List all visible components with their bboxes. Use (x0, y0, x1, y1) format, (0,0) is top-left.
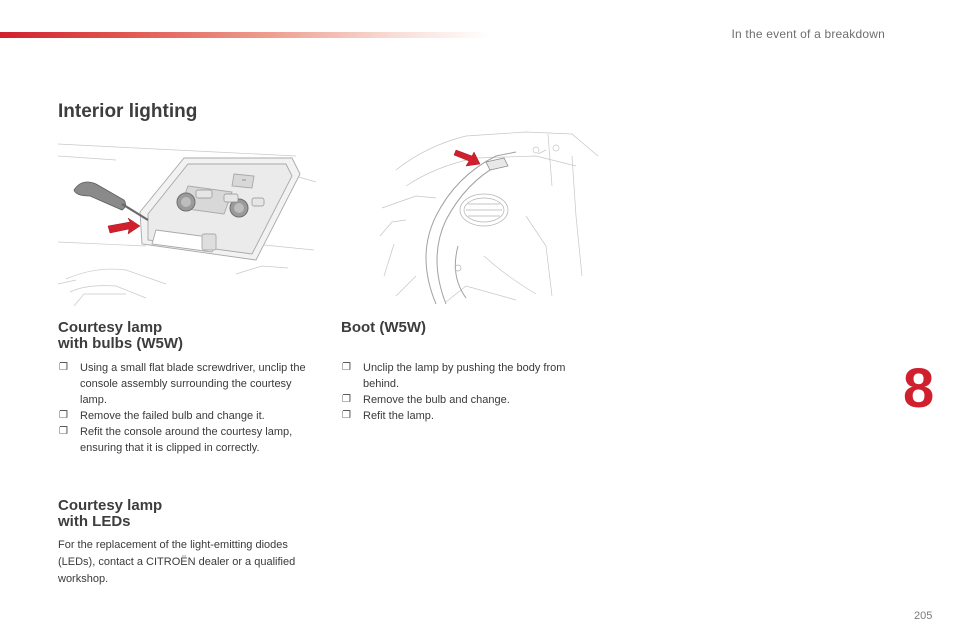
list-item-text: Unclip the lamp by pushing the body from behind. (363, 362, 566, 390)
courtesy-leds-text: For the replacement of the light-emitting diodes (LEDs), contact a CITROËN dealer or a qualified workshop. (58, 539, 296, 585)
list-item-text: Refit the console around the courtesy lamp, ensuring that it is clipped in correctly. (80, 426, 293, 454)
page-title: Interior lighting (58, 101, 198, 122)
list-item-text: Remove the failed bulb and change it. (80, 410, 265, 422)
list-item-text: Refit the lamp. (363, 410, 434, 422)
section-title-boot: Boot (W5W) (341, 319, 426, 336)
checkbox-bullet-icon: ❐ (59, 362, 68, 373)
courtesy-bulbs-steps (58, 360, 320, 456)
chapter-number: 8 (903, 356, 935, 419)
list-item-text: Using a small flat blade screwdriver, unclip the console assembly surrounding the courtesy lamp. (80, 362, 306, 406)
page-number: 205 (914, 610, 933, 622)
section-title-line: with bulbs (W5W) (58, 335, 183, 352)
checkbox-bullet-icon: ❐ (59, 426, 68, 437)
chapter-title: In the event of a breakdown (731, 27, 885, 41)
list-item (58, 424, 320, 456)
checkbox-bullet-icon: ❐ (342, 362, 351, 373)
red-arrow-icon (454, 150, 480, 166)
section-title-courtesy-bulbs (58, 320, 183, 352)
list-item (341, 408, 603, 424)
list-item (341, 360, 603, 392)
checkbox-bullet-icon: ❐ (342, 394, 351, 405)
checkbox-bullet-icon: ❐ (59, 410, 68, 421)
list-item (341, 392, 603, 408)
red-arrow-icon (108, 218, 140, 234)
section-title-line: Courtesy lamp (58, 497, 163, 514)
list-item-text: Remove the bulb and change. (363, 394, 510, 406)
header-accent-bar (0, 32, 490, 38)
courtesy-lamp-illustration (56, 134, 318, 306)
boot-lamp-illustration (376, 126, 602, 308)
list-item (58, 360, 320, 408)
boot-steps (341, 360, 603, 424)
section-title-courtesy-leds (58, 498, 162, 530)
list-item (58, 408, 320, 424)
checkbox-bullet-icon: ❐ (342, 410, 351, 421)
section-title-line: with LEDs (58, 513, 131, 530)
section-title-line: Courtesy lamp (58, 319, 163, 336)
